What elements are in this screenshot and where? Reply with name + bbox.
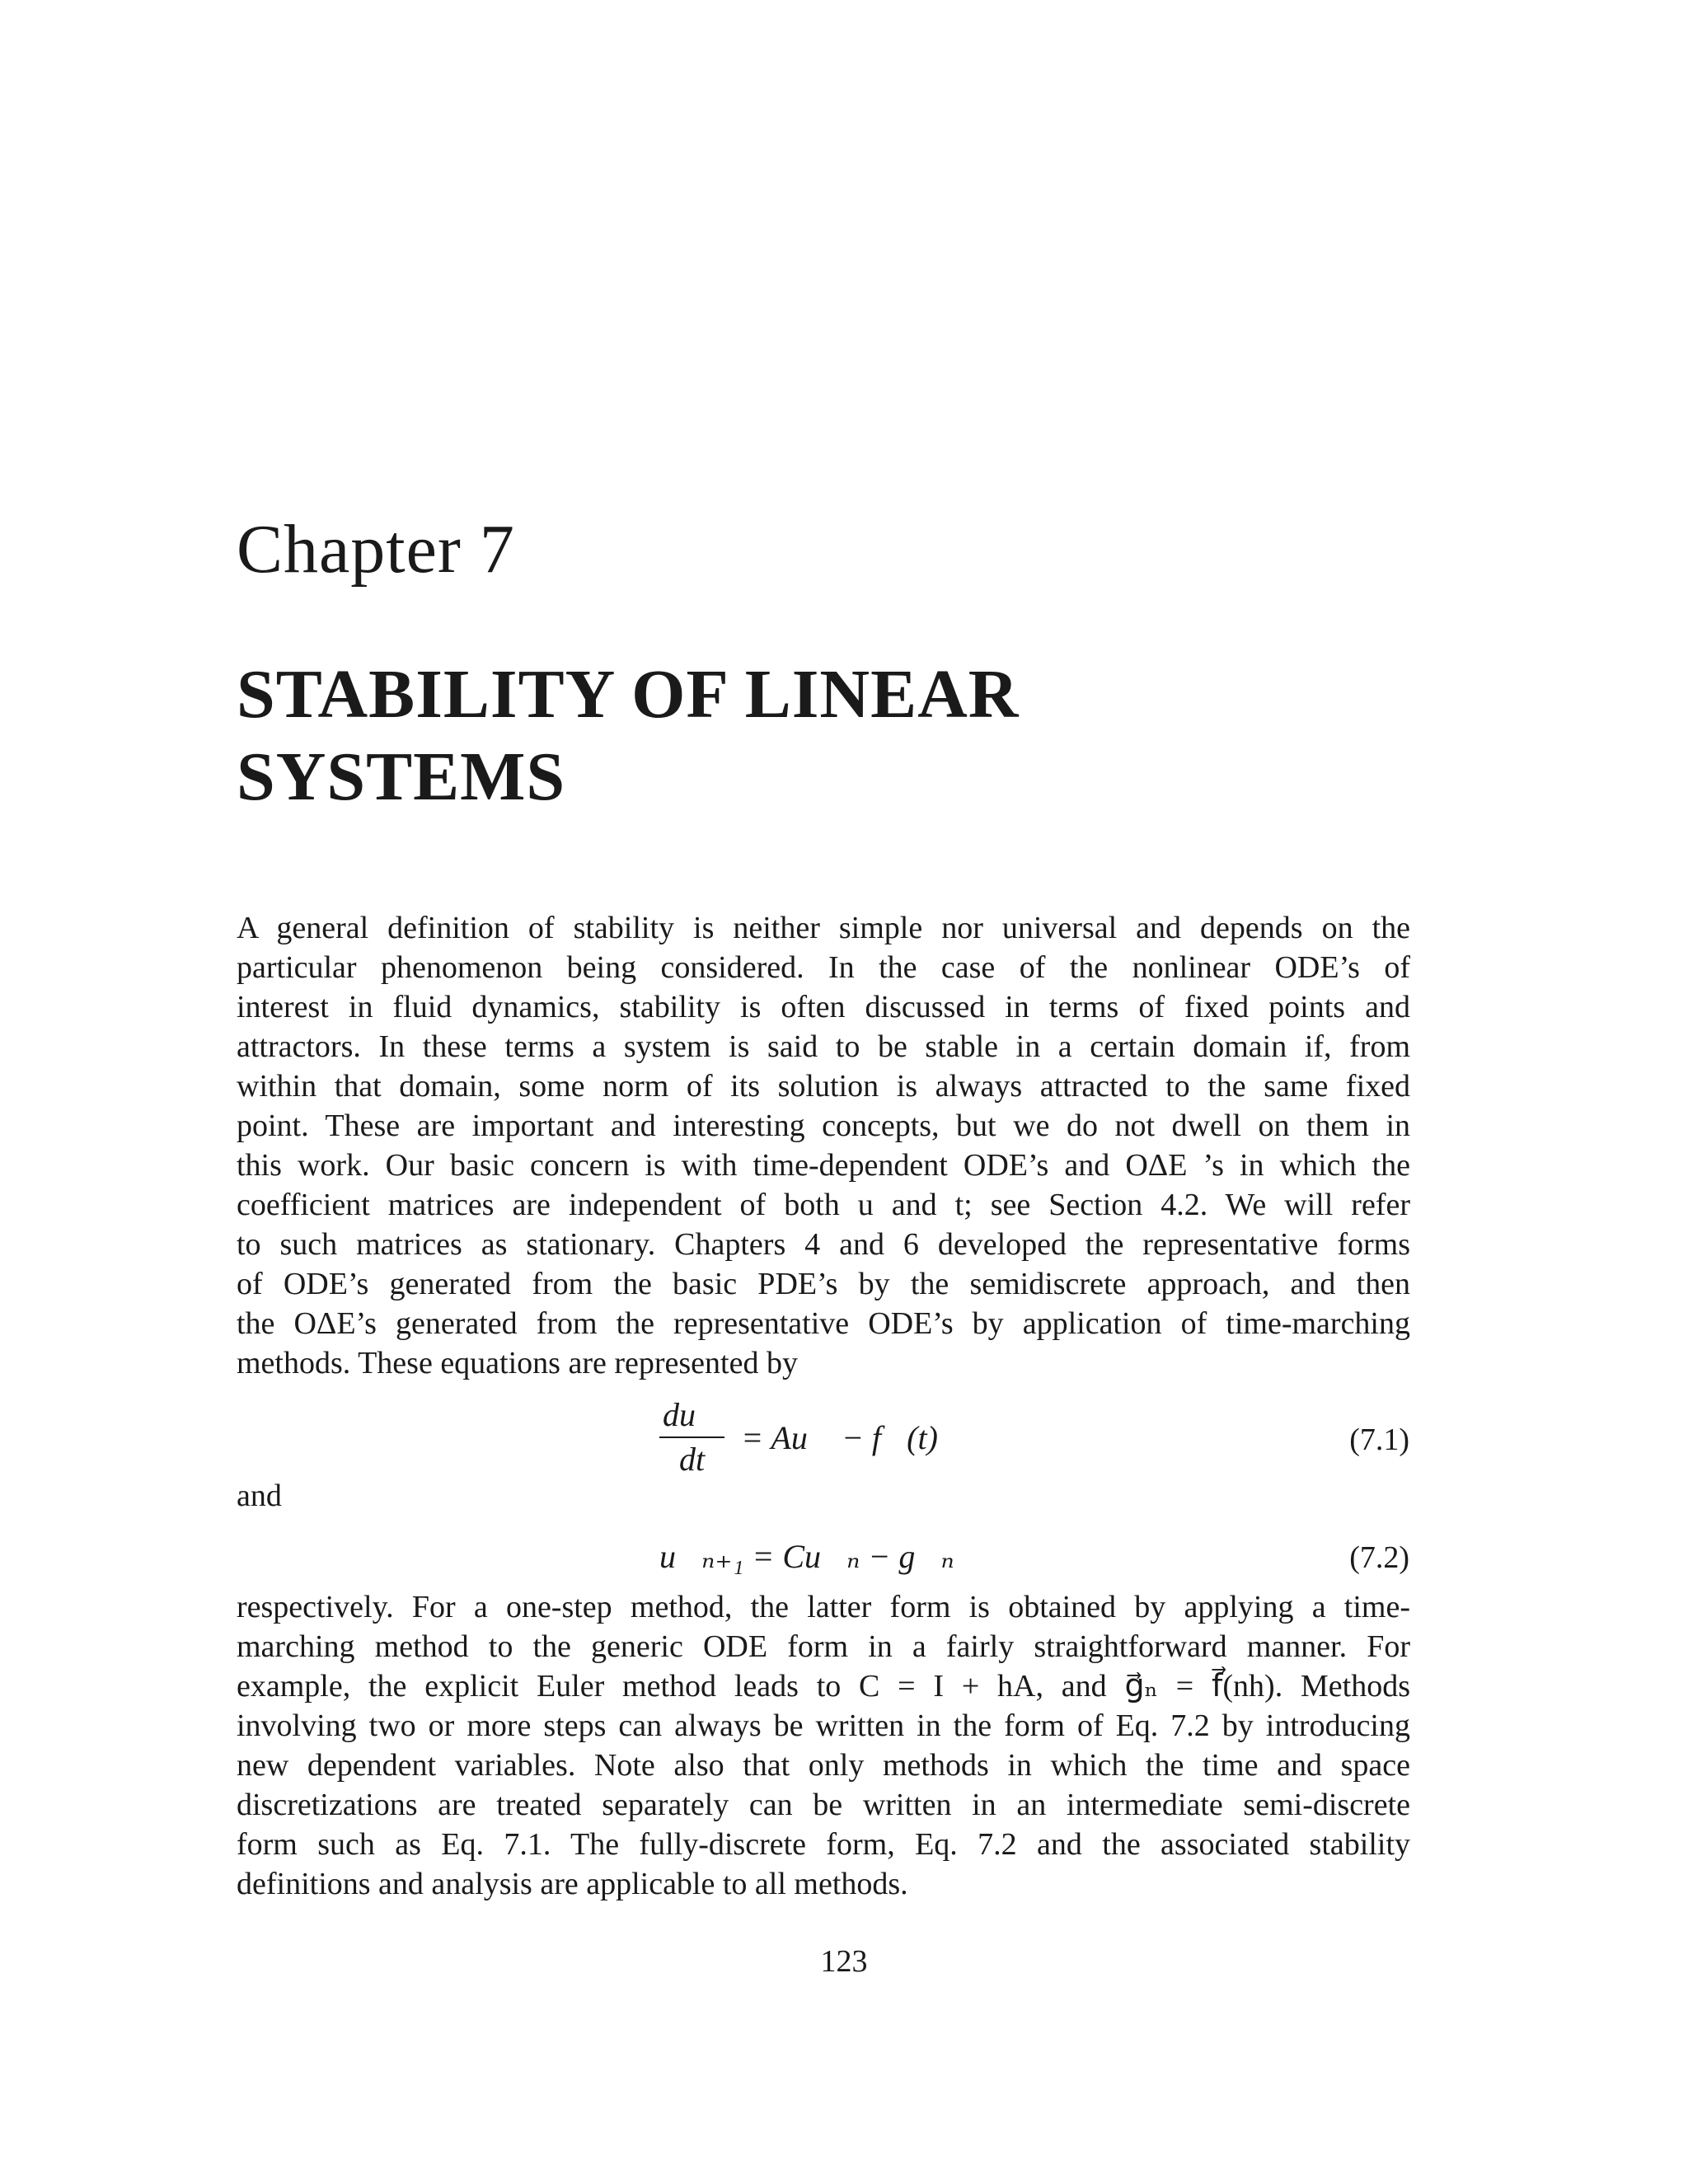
fraction-numerator: du⃗ — [659, 1397, 724, 1438]
chapter-label: Chapter 7 — [237, 511, 515, 588]
equation-number: (7.1) — [1349, 1422, 1409, 1457]
paragraph-line: attractors. In these terms a system is said to be stable in a certain domain if, from — [237, 1029, 1410, 1064]
equation-7-2: u⃗ₙ₊₁ = Cu⃗ₙ − g⃗ₙ — [659, 1538, 954, 1575]
paragraph-line: of ODE’s generated from the basic PDE’s by the semidiscrete approach, and then — [237, 1267, 1410, 1301]
connector-text: and — [237, 1479, 282, 1513]
intro-paragraph — [237, 908, 1410, 1383]
paragraph-line: new dependent variables. Note also that only methods in which the time and space — [237, 1748, 1410, 1783]
derivative-fraction — [659, 1397, 724, 1478]
paragraph-line: coefficient matrices are independent of both u and t; see Section 4.2. We will refer — [237, 1188, 1410, 1222]
paragraph-line: discretizations are treated separately can be written in an intermediate semi-discrete — [237, 1788, 1410, 1822]
paragraph-line: definitions and analysis are applicable to all methods. — [237, 1867, 908, 1901]
paragraph-line: the OΔE’s generated from the representative ODE’s by application of time-marching — [237, 1306, 1410, 1341]
paragraph-line: point. These are important and interesting concepts, but we do not dwell on them in — [237, 1108, 1410, 1143]
paragraph-line: this work. Our basic concern is with time-dependent ODE’s and OΔE ’s in which the — [237, 1148, 1410, 1183]
chapter-title — [237, 654, 1473, 818]
paragraph-line: respectively. For a one-step method, the latter form is obtained by applying a time- — [237, 1590, 1410, 1624]
paragraph-line: methods. These equations are represented by — [237, 1346, 798, 1380]
paragraph-line: particular phenomenon being considered. In the case of the nonlinear ODE’s of — [237, 950, 1410, 985]
followup-paragraph — [237, 1587, 1410, 1904]
equation-7-1 — [659, 1397, 938, 1478]
paragraph-line: to such matrices as stationary. Chapters 4 and 6 developed the representative forms — [237, 1227, 1410, 1262]
fraction-denominator: dt — [679, 1441, 706, 1478]
paragraph-line: A general definition of stability is neither simple nor universal and depends on the — [237, 911, 1410, 945]
page-number: 123 — [820, 1944, 868, 1979]
paragraph-line: example, the explicit Euler method leads to C = I + hA, and g⃗ₙ = f⃗(nh). Methods — [237, 1669, 1410, 1704]
paragraph-line: involving two or more steps can always be written in the form of Eq. 7.2 by introducing — [237, 1708, 1410, 1743]
equation-rhs: = Au⃗ − f⃗(t) — [741, 1418, 938, 1456]
chapter-title-line-2: SYSTEMS — [237, 738, 566, 815]
equation-number: (7.2) — [1349, 1540, 1409, 1575]
paragraph-line: interest in fluid dynamics, stability is often discussed in terms of fixed points and — [237, 990, 1410, 1024]
chapter-title-line-1: STABILITY OF LINEAR — [237, 656, 1020, 733]
paragraph-line: form such as Eq. 7.1. The fully-discrete form, Eq. 7.2 and the associated stability — [237, 1827, 1410, 1862]
paragraph-line: within that domain, some norm of its solution is always attracted to the same fixed — [237, 1069, 1410, 1104]
paragraph-line: marching method to the generic ODE form in a fairly straightforward manner. For — [237, 1629, 1410, 1664]
